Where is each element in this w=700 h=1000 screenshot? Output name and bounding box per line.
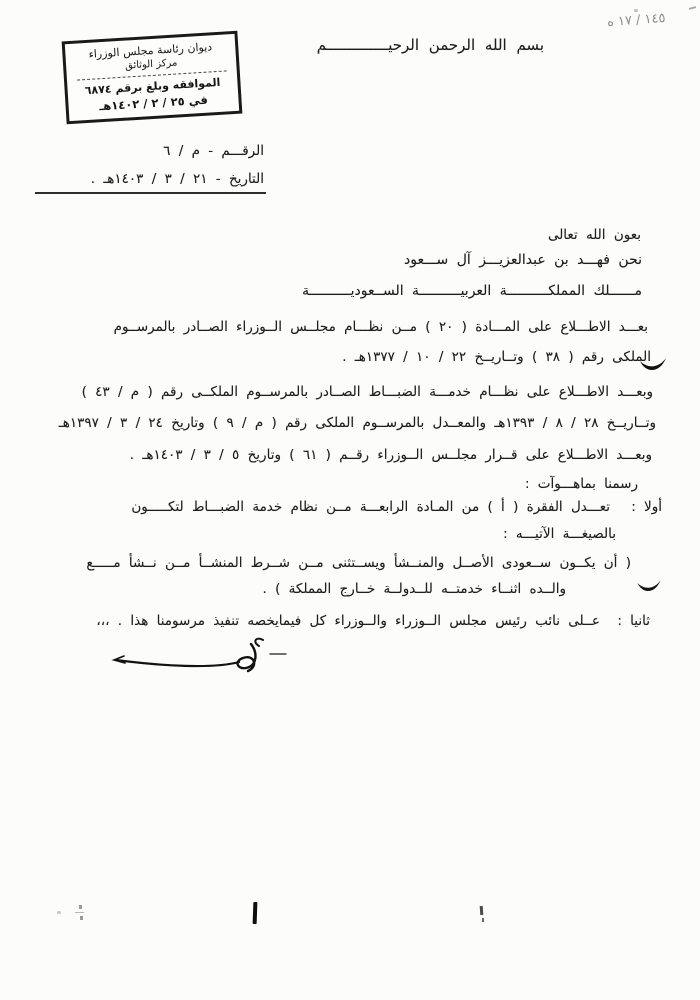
handwritten-file-number: ١٤٥ / ١٧ ە	[607, 10, 667, 31]
citation-line: بعـــد الاطـــلاع على المـــادة ( ٢٠ ) مــن نظـــام مجلــس الــوزراء الصــادر بالمرســوم	[113, 319, 648, 335]
stamp-documents-center: مركز الوثائق	[124, 57, 178, 72]
quoted-clause-line: والــده اثنــاء خدمتــه للــدولــة خــارج المملكة ) .	[262, 581, 566, 597]
crescent-ink-mark	[635, 575, 663, 599]
document-number: الرقـــم - م / ٦	[163, 143, 264, 159]
scan-noise-speck	[79, 905, 82, 909]
document-date: التاريخ - ٢١ / ٣ / ١٤٠٣هـ .	[90, 171, 264, 187]
scan-noise-speck	[689, 6, 696, 10]
stamp-approval-date: في ٢٥ / ٢ / ١٤٠٢هـ	[98, 92, 209, 114]
article-first-text: تعـــدل الفقرة ( أ ) من المـادة الرابعـــة مــن نظام خدمة الضبـــاط لتكـــــون	[131, 499, 610, 515]
invocation-line: بعون الله تعالى	[547, 227, 641, 243]
stamp-office-name: ديوان رئاسة مجلس الوزراء	[88, 40, 213, 61]
scan-noise-speck	[480, 906, 484, 915]
decree-intro-line: رسمنا بماهـــوآت :	[524, 476, 638, 492]
article-first-label: أولا :	[631, 499, 662, 515]
article-first-text: بالصيغـــة الآتيـــه :	[503, 526, 616, 542]
citation-line: الملكى رقم ( ٣٨ ) وتــاريــخ ٢٢ / ١٠ / ١٣٧٧هـ .	[342, 349, 651, 365]
scan-noise-speck	[57, 911, 61, 914]
king-title-line: مــــــلك المملكــــــــــة العربيــــــــــة الســعوديــــــــــة	[302, 283, 642, 299]
scan-fold-mark	[253, 902, 258, 924]
scan-noise-speck	[634, 9, 638, 12]
citation-line: وبعـــد الاطـــلاع على قــرار مجلــس الــوزراء رقــم ( ٦١ ) وتاريخ ٥ / ٣ / ١٤٠٣هـ .	[129, 447, 652, 463]
article-second-text: عــلى نائب رئيس مجلس الــوزراء والــوزراء كل فيمايخصه تنفيذ مرسومنا هذا . ،،،	[96, 613, 600, 629]
royal-signature-scribble	[110, 631, 295, 677]
article-second-label: ثانيا :	[617, 613, 650, 629]
besmala-line: بسم الله الرحمن الرحيــــــــــــــم	[316, 36, 544, 54]
registry-stamp	[62, 31, 243, 125]
citation-line: وتــاريــخ ٢٨ / ٨ / ١٣٩٣هـ والمعــدل بالمرســوم الملكى رقم ( م / ٩ ) وتاريخ ٢٤ / ٣ / ١٣٩٧هـ	[58, 415, 656, 431]
scan-noise-speck	[80, 916, 83, 920]
stamp-approval-number: الموافقه وبلغ برقم ٦٨٧٤	[84, 75, 221, 98]
king-name-line: نحن فهـــد بن عبدالعزيـــز آل ســـعود	[404, 252, 642, 268]
crescent-ink-mark	[638, 352, 668, 379]
scan-noise-speck	[75, 912, 84, 913]
quoted-clause-line: ( أن يكــون ســعودى الأصــل والمنــشأ ويســتثنى مــن شــرط المنشــأ مــن نــشأ مـــــع	[86, 555, 631, 571]
citation-line: وبعـــد الاطـــلاع على نظـــام خدمـــة الضبـــاط الصــادر بالمرســوم الملكــى رقم ( م / ٤٣ )	[81, 384, 653, 400]
scan-noise-speck	[482, 918, 484, 922]
date-underline	[35, 192, 266, 194]
